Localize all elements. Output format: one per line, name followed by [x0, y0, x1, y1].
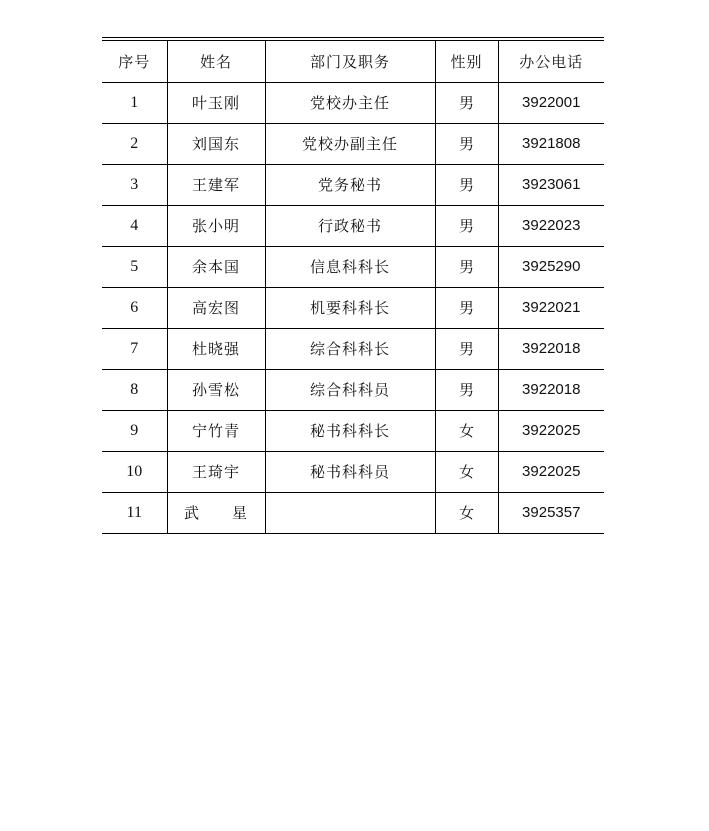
table-row	[102, 82, 604, 123]
row-gender: 男	[435, 164, 498, 205]
row-phone: 3922018	[498, 328, 604, 369]
staff-contact-table	[102, 37, 604, 534]
header-gender: 性别	[435, 41, 498, 82]
row-name: 宁竹青	[167, 410, 265, 451]
table-row	[102, 123, 604, 164]
table-row	[102, 246, 604, 287]
row-dept: 综合科科长	[265, 328, 435, 369]
row-phone: 3925290	[498, 246, 604, 287]
row-no: 11	[102, 492, 167, 533]
table-row	[102, 410, 604, 451]
row-no: 4	[102, 205, 167, 246]
row-gender: 男	[435, 246, 498, 287]
staff-table	[102, 41, 604, 534]
row-dept: 秘书科科长	[265, 410, 435, 451]
row-dept: 党务秘书	[265, 164, 435, 205]
table-row	[102, 492, 604, 533]
row-dept: 党校办副主任	[265, 123, 435, 164]
header-phone: 办公电话	[498, 41, 604, 82]
row-name: 刘国东	[167, 123, 265, 164]
row-name: 孙雪松	[167, 369, 265, 410]
row-name: 余本国	[167, 246, 265, 287]
row-phone: 3923061	[498, 164, 604, 205]
row-name-spaced: 武 星	[184, 504, 248, 522]
table-header-row	[102, 41, 604, 82]
row-name: 叶玉刚	[167, 82, 265, 123]
header-name: 姓名	[167, 41, 265, 82]
row-phone: 3922023	[498, 205, 604, 246]
table-row	[102, 369, 604, 410]
row-phone: 3922021	[498, 287, 604, 328]
row-no: 10	[102, 451, 167, 492]
row-gender: 女	[435, 451, 498, 492]
table-row	[102, 205, 604, 246]
row-no: 9	[102, 410, 167, 451]
row-dept	[265, 492, 435, 533]
row-name: 王建军	[167, 164, 265, 205]
row-name	[167, 492, 265, 533]
row-no: 8	[102, 369, 167, 410]
row-gender: 男	[435, 328, 498, 369]
row-dept: 行政秘书	[265, 205, 435, 246]
header-no: 序号	[102, 41, 167, 82]
row-name: 高宏图	[167, 287, 265, 328]
row-gender: 女	[435, 492, 498, 533]
row-gender: 男	[435, 369, 498, 410]
row-name: 杜晓强	[167, 328, 265, 369]
row-dept: 机要科科长	[265, 287, 435, 328]
row-phone: 3922001	[498, 82, 604, 123]
row-gender: 男	[435, 287, 498, 328]
header-dept: 部门及职务	[265, 41, 435, 82]
row-phone: 3922018	[498, 369, 604, 410]
row-gender: 男	[435, 205, 498, 246]
row-no: 1	[102, 82, 167, 123]
row-gender: 男	[435, 123, 498, 164]
row-name: 王琦宇	[167, 451, 265, 492]
row-gender: 女	[435, 410, 498, 451]
table-row	[102, 164, 604, 205]
row-dept: 秘书科科员	[265, 451, 435, 492]
row-gender: 男	[435, 82, 498, 123]
row-phone: 3925357	[498, 492, 604, 533]
row-no: 3	[102, 164, 167, 205]
row-no: 6	[102, 287, 167, 328]
row-phone: 3922025	[498, 410, 604, 451]
row-phone: 3921808	[498, 123, 604, 164]
row-dept: 综合科科员	[265, 369, 435, 410]
row-phone: 3922025	[498, 451, 604, 492]
row-no: 2	[102, 123, 167, 164]
table-row	[102, 451, 604, 492]
row-no: 5	[102, 246, 167, 287]
row-name: 张小明	[167, 205, 265, 246]
row-dept: 党校办主任	[265, 82, 435, 123]
table-row	[102, 287, 604, 328]
row-dept: 信息科科长	[265, 246, 435, 287]
row-no: 7	[102, 328, 167, 369]
table-row	[102, 328, 604, 369]
